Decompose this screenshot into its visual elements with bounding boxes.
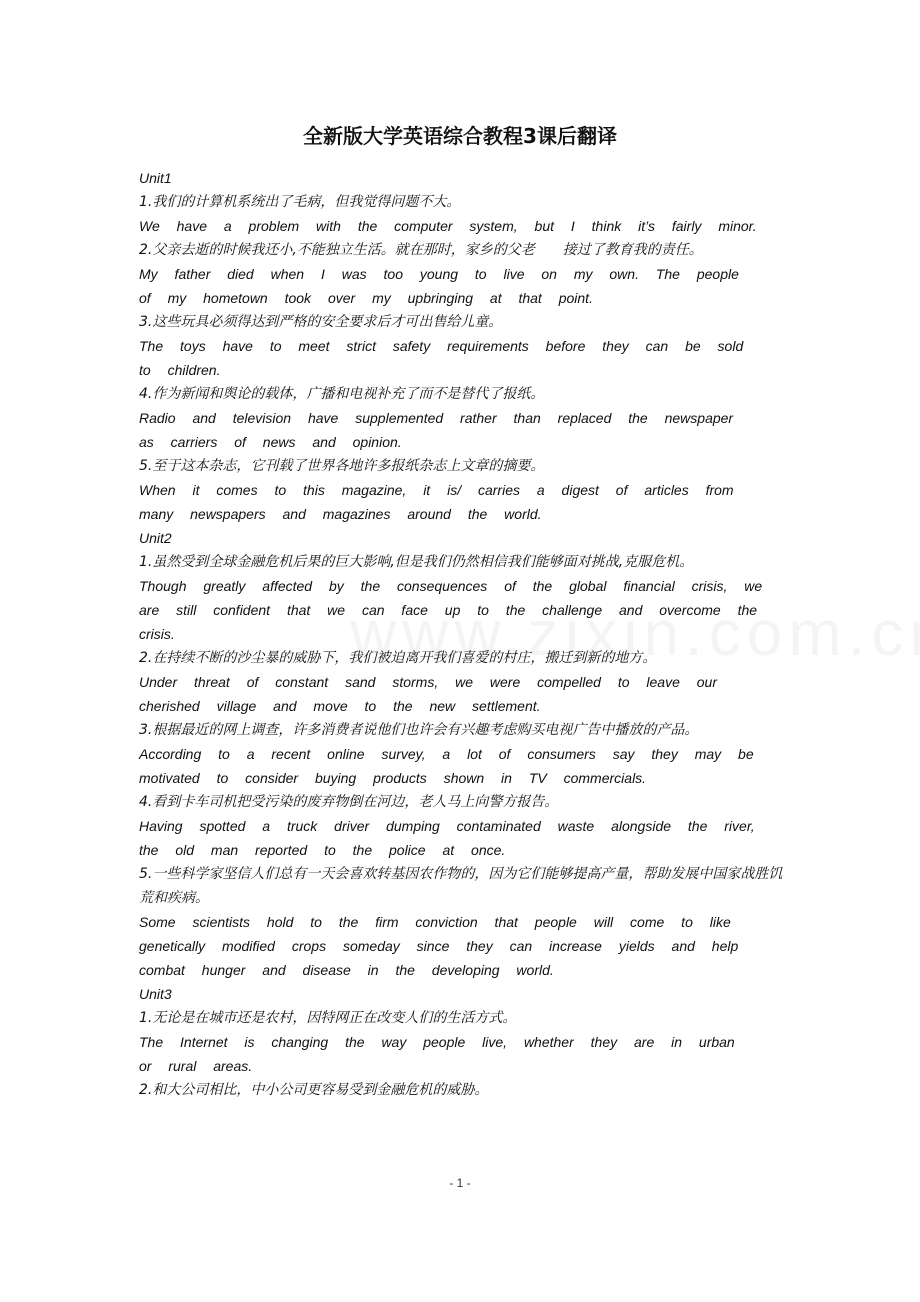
chinese-sentence: 3.这些玩具必须得达到严格的安全要求后才可出售给儿童。: [139, 314, 503, 330]
page-number: - 1 -: [449, 1176, 471, 1190]
english-translation: We have a problem with the computer system, but I think it’s fairly minor.: [139, 218, 757, 234]
chinese-sentence: 2.在持续不断的沙尘暴的威胁下，我们被迫离开我们喜爱的村庄，搬迁到新的地方。: [139, 650, 657, 666]
unit-heading: Unit1: [139, 170, 172, 186]
chinese-sentence: 4.作为新闻和舆论的载体，广播和电视补充了而不是替代了报纸。: [139, 386, 545, 402]
document-body: [139, 166, 785, 1102]
english-translation: When it comes to this magazine, it is/ carries a digest of articles from many newspapers and magazines around the world.: [139, 482, 734, 522]
unit-1-section: [139, 166, 785, 526]
chinese-sentence: 1.无论是在城市还是农村，因特网正在改变人们的生活方式。: [139, 1010, 517, 1026]
chinese-sentence: 2.和大公司相比，中小公司更容易受到金融危机的威胁。: [139, 1082, 489, 1098]
english-translation: Though greatly affected by the consequences of the global financial crisis, we are still confident that we can face up to the challenge and overcome the crisis.: [139, 578, 763, 642]
unit-heading: Unit2: [139, 530, 172, 546]
english-translation: My father died when I was too young to live on my own. The people of my hometown took over my upbringing at that point.: [139, 266, 739, 306]
english-translation: Having spotted a truck driver dumping contaminated waste alongside the river, the old man reported to the police at once.: [139, 818, 755, 858]
chinese-sentence: 5.至于这本杂志，它刊载了世界各地许多报纸杂志上文章的摘要。: [139, 458, 545, 474]
chinese-sentence: 5.一些科学家坚信人们总有一天会喜欢转基因农作物的，因为它们能够提高产量，帮助发展中国家战胜饥荒和疾病。: [139, 866, 783, 906]
english-translation: Some scientists hold to the firm conviction that people will come to like genetically modified crops someday since they can increase yields and help combat hunger and disease in the developing world.: [139, 914, 739, 978]
chinese-sentence: 4.看到卡车司机把受污染的废弃物倒在河边，老人马上向警方报告。: [139, 794, 559, 810]
unit-heading: Unit3: [139, 986, 172, 1002]
chinese-sentence: 2.父亲去逝的时候我还小,不能独立生活。就在那时，家乡的父老 接过了教育我的责任。: [139, 242, 703, 258]
english-translation: Radio and television have supplemented rather than replaced the newspaper as carriers of news and opinion.: [139, 410, 734, 450]
unit-3-section: [139, 982, 785, 1102]
document-title: 全新版大学英语综合教程3课后翻译: [303, 124, 617, 148]
chinese-sentence: 3.根据最近的网上调查，许多消费者说他们也许会有兴趣考虑购买电视广告中播放的产品。: [139, 722, 699, 738]
chinese-sentence: 1.虽然受到全球金融危机后果的巨大影响,但是我们仍然相信我们能够面对挑战,克服危机。: [139, 554, 694, 570]
english-translation: The toys have to meet strict safety requirements before they can be sold to children.: [139, 338, 744, 378]
english-translation: According to a recent online survey, a lot of consumers say they may be motivated to consider buying products shown in TV commercials.: [139, 746, 754, 786]
unit-2-section: [139, 526, 785, 982]
chinese-sentence: 1.我们的计算机系统出了毛病，但我觉得问题不大。: [139, 194, 461, 210]
english-translation: The Internet is changing the way people live, whether they are in urban or rural areas.: [139, 1034, 735, 1074]
english-translation: Under threat of constant sand storms, we were compelled to leave our cherished village and move to the new settlement.: [139, 674, 717, 714]
